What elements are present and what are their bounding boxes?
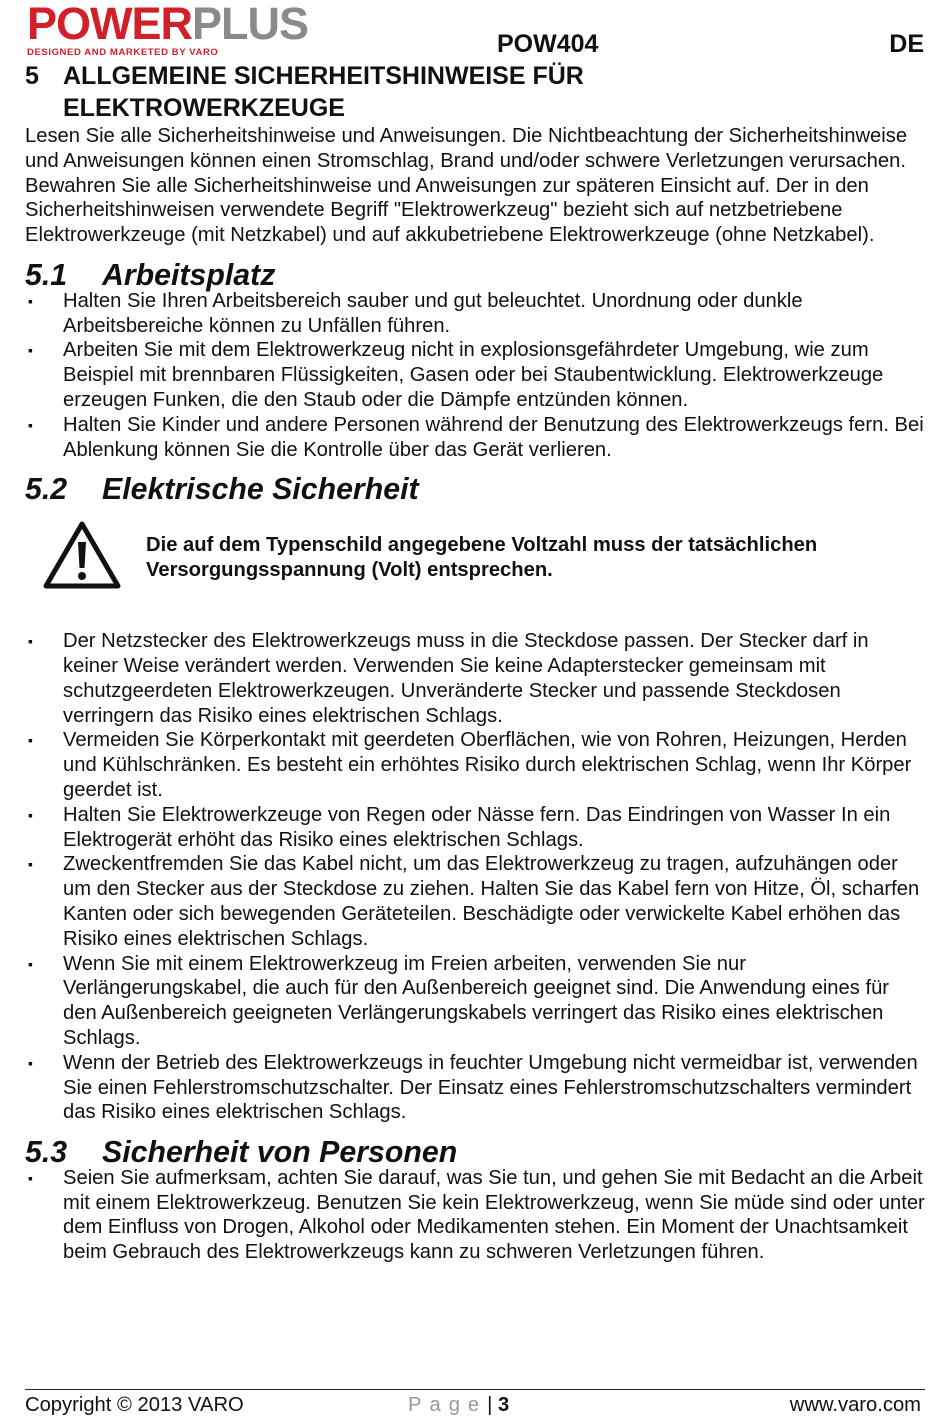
list-item-text: Zweckentfremden Sie das Kabel nicht, um das Elektrowerkzeug zu tragen, aufzuhängen oder um den Stecker aus der Steckdose zu ziehen. Halten Sie das Kabel fern von Hitze, Öl, scharfen Kanten oder sich bewegenden Geräteteilen. Beschädigte oder verwickelte Kabel erhöhen das Risiko eines elektrischen Schlags. <box>63 853 920 950</box>
list-item <box>25 1166 925 1265</box>
section-intro: Lesen Sie alle Sicherheitshinweise und Anweisungen. Die Nichtbeachtung der Sicherheitshinweise und Anweisungen können einen Stromschlag, Brand und/oder schwere Verletzungen verursachen. Bewahren Sie alle Sicherheitshinweise und Anweisungen zur späteren Einsicht auf. Der in den Sicherheitshinweisen verwendete Begriff "Elektrowerkzeug" bezieht sich auf netzbetriebene Elektrowerkzeuge (mit Netzkabel) und auf akkubetriebene Elektrowerkzeuge (ohne Netzkabel). <box>25 125 908 247</box>
page-number: 3 <box>498 1394 510 1416</box>
footer-divider <box>25 1389 925 1390</box>
list-item-text: Halten Sie Kinder und andere Personen während der Benutzung des Elektrowerkzeugs fern. Bei Ablenkung können Sie die Kontrolle über das Gerät verlieren. <box>63 413 924 461</box>
list-item <box>25 413 925 463</box>
model-number: POW404 <box>497 30 599 58</box>
bullet-list-5-3 <box>25 1166 925 1265</box>
subsection-title: Elektrische Sicherheit <box>102 473 419 507</box>
list-item <box>25 629 925 728</box>
section-title <box>25 60 925 124</box>
subsection-number: 5.2 <box>25 473 68 507</box>
bullet-icon: ▪ <box>28 1054 33 1071</box>
page-header <box>0 0 950 62</box>
subsection-title: Sicherheit von Personen <box>102 1136 458 1170</box>
page-footer <box>25 1394 925 1420</box>
list-item <box>25 852 925 951</box>
subsection-title: Arbeitsplatz <box>102 258 276 292</box>
page-content <box>25 60 925 1265</box>
list-item <box>25 338 925 412</box>
logo-brand-power: POWER <box>27 0 193 49</box>
subsection-number: 5.1 <box>25 258 68 292</box>
list-item-text: Halten Sie Elektrowerkzeuge von Regen oder Nässe fern. Das Eindringen von Wasser In ein Elektrogerät erhöht das Risiko eines elektrischen Schlags. <box>63 803 891 851</box>
warning-box <box>25 517 925 609</box>
bullet-icon: ▪ <box>28 1169 33 1186</box>
bullet-list-5-2 <box>25 629 925 1125</box>
section-title-line2: ELEKTROWERKZEUGE <box>63 94 345 122</box>
website-link[interactable]: www.varo.com <box>789 1394 921 1416</box>
subsection-number: 5.3 <box>25 1136 68 1170</box>
list-item <box>25 952 925 1051</box>
list-item-text: Arbeiten Sie mit dem Elektrowerkzeug nicht in explosionsgefährdeter Umgebung, wie zum Beispiel mit brennbaren Flüssigkeiten, Gasen oder bei Staubentwicklung. Elektrowerkzeuge erzeugen Funken, die den Staub oder die Dämpfe entzünden können. <box>63 339 884 411</box>
subsection-heading-5-3 <box>25 1136 925 1170</box>
bullet-icon: ▪ <box>28 806 33 823</box>
list-item-text: Seien Sie aufmerksam, achten Sie darauf, was Sie tun, und gehen Sie mit Bedacht an die Arbeit mit einem Elektrowerkzeug. Benutzen Sie kein Elektrowerkzeug, wenn Sie müde sind oder unter dem Einfluss von Drogen, Alkohol oder Medikamenten stehen. Ein Moment der Unachtsamkeit beim Gebrauch des Elektrowerkzeugs kann zu schweren Verletzungen führen. <box>63 1166 925 1264</box>
language-code: DE <box>889 30 924 58</box>
list-item-text: Halten Sie Ihren Arbeitsbereich sauber und gut beleuchtet. Unordnung oder dunkle Arbeitsbereiche können zu Unfällen führen. <box>63 289 803 337</box>
logo-brand-plus: PLUS <box>192 0 309 49</box>
list-item <box>25 803 925 853</box>
bullet-icon: ▪ <box>28 633 33 650</box>
list-item-text: Wenn der Betrieb des Elektrowerkzeugs in feuchter Umgebung nicht vermeidbar ist, verwenden Sie einen Fehlerstromschutzschalter. Der Einsatz eines Fehlerstromschutzschalters vermindert das Risiko eines elektrischen Schlags. <box>63 1051 918 1124</box>
page-indicator <box>408 1394 509 1417</box>
list-item <box>25 289 925 339</box>
bullet-icon: ▪ <box>28 955 33 972</box>
subsection-heading-5-1 <box>25 258 925 292</box>
page-label: Page <box>408 1394 488 1416</box>
bullet-icon: ▪ <box>28 342 33 359</box>
bullet-icon: ▪ <box>28 292 33 309</box>
warning-triangle-icon <box>43 520 121 590</box>
bullet-icon: ▪ <box>28 856 33 873</box>
page-separator: | <box>487 1394 493 1416</box>
list-item <box>25 1051 925 1125</box>
powerplus-logo <box>27 0 382 58</box>
bullet-list-5-1 <box>25 289 925 463</box>
bullet-icon: ▪ <box>28 732 33 749</box>
list-item-text: Vermeiden Sie Körperkontakt mit geerdeten Oberflächen, wie von Rohren, Heizungen, Herden und Kühlschränken. Es besteht ein erhöhtes Risiko durch elektrischen Schlag, wenn Ihr Körper geerdet ist. <box>63 729 912 801</box>
section-number: 5 <box>25 62 39 90</box>
list-item-text: Der Netzstecker des Elektrowerkzeugs muss in die Steckdose passen. Der Stecker darf in keiner Weise verändert werden. Verwenden Sie keine Adapterstecker gemeinsam mit schutzgeerdeten Elektrowerkzeugen. Unveränderte Stecker und passende Steckdosen verringern das Risiko eines elektrischen Schlags. <box>63 630 869 727</box>
copyright: Copyright © 2013 VARO <box>25 1394 244 1416</box>
bullet-icon: ▪ <box>28 416 33 433</box>
warning-text: Die auf dem Typenschild angegebene Voltzahl muss der tatsächlichen Versorgungsspannung (Volt) entsprechen. <box>146 534 818 581</box>
list-item <box>25 728 925 802</box>
section-title-line1: ALLGEMEINE SICHERHEITSHINWEISE FÜR <box>63 62 584 90</box>
list-item-text: Wenn Sie mit einem Elektrowerkzeug im Freien arbeiten, verwenden Sie nur Verlängerungskabel, die auch für den Außenbereich geeignet sind. Die Anwendung eines für den Außenbereich geeigneten Verlängerungskabels verringert das Risiko eines elektrischen Schlags. <box>63 952 890 1049</box>
logo-tagline: DESIGNED AND MARKETED BY VARO <box>27 47 219 58</box>
subsection-heading-5-2 <box>25 473 925 507</box>
